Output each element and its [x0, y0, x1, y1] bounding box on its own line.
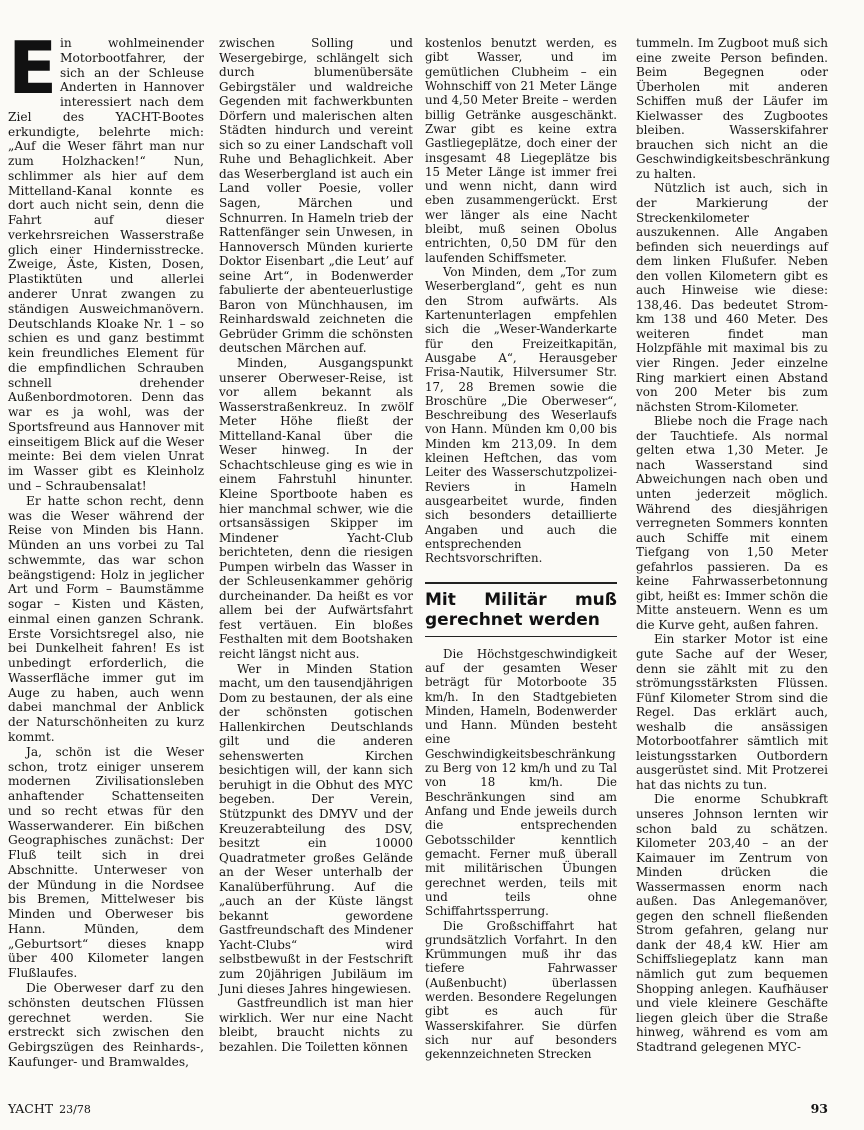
paragraph: Von Minden, dem „Tor zum Weserbergland“, geht es nun den Strom aufwärts. Als Kartenunterlagen empfehlen sich die „Weser-Wanderkarte für den Freizeitkapitän, Ausgabe A“, Herausgeber Frisa-Nautik, Hilversumer Str. 17, 28 Bremen sowie die Broschüre „Die Oberweser“, Beschreibung des Weserlaufs von Hann. Münden km 0,00 bis Minden km 213,09. In dem kleinen Heftchen, das vom Leiter des Wasserschutzpolizei-Reviers in Hameln ausgearbeitet wurde, finden sich besonders detaillierte Angaben und auch die entsprechenden Rechtsvorschriften. — [425, 265, 617, 566]
paragraph: zwischen Solling und Wesergebirge, schlängelt sich durch blumenübersäte Gebirgstäler und waldreiche Gegenden mit fachwerkbunten Dörfern und malerischen alten Städten hindurch und vereint sich so zu einer Landschaft voll Ruhe und Behaglichkeit. Aber das Weserbergland ist auch ein Land voller Poesie, voller Sagen, Märchen und Schnurren. In Hameln trieb der Rattenfänger sein Unwesen, in Hannoversch Münden kurierte Doktor Eisenbart „die Leut’ auf seine Art“, in Bodenwerder fabulierte der abenteuerlustige Baron von Münchhausen, im Reinhardswald zeichneten die Gebrüder Grimm die schönsten deutschen Märchen auf. — [219, 36, 413, 356]
article-column-1 — [8, 26, 204, 1070]
subheading: Mit Militär muß gerechnet werden — [425, 590, 617, 637]
article-column-3 — [425, 36, 617, 1062]
paragraph: Bliebe noch die Frage nach der Tauchtiefe. Als normal gelten etwa 1,30 Meter. Je nach Wasserstand sind Abweichungen nach oben und unten jederzeit möglich. Während des diesjährigen verregneten Sommers konnten auch Schiffe mit einem Tiefgang von 1,50 Meter gefahrlos passieren. Da es keine Fahrwasserbetonnung gibt, heißt es: Immer schön die Mitte ansteuern. Wenn es um die Kurve geht, außen fahren. — [636, 414, 828, 632]
page-number: 93 — [810, 1101, 828, 1116]
paragraph: Ja, schön ist die Weser schon, trotz einiger unserem modernen Zivilisationsleben anhaftender Schattenseiten und so recht etwas für den Wasserwanderer. Ein bißchen Geographisches zunächst: Der Fluß teilt sich in drei Abschnitte. Unterweser von der Mündung in die Nordsee bis Bremen, Mittelweser bis Minden und Oberweser bis Hann. Münden, dem „Geburtsort“ dieses knapp über 400 Kilometer langen Flußlaufes. — [8, 744, 204, 981]
article-column-2 — [219, 36, 413, 1054]
paragraph: Die enorme Schubkraft unseres Johnson lernten wir schon bald zu schätzen. Kilometer 203,40 – an der Kaimauer im Zentrum von Minden drücken die Wassermassen enorm nach außen. Das Anlegemanöver, gegen den schnell fließenden Strom gefahren, gelang nur dank der 48,4 kW. Hier am Schiffsliegeplatz kann man nämlich gut zum bequemen Shopping anlegen. Kaufhäuser und viele kleinere Geschäfte liegen gleich über die Straße hinweg, während es vom am Stadtrand gelegenen MYC- — [636, 792, 828, 1054]
paragraph: Er hatte schon recht, denn was die Weser während der Reise von Minden bis Hann. Münden an uns vorbei zu Tal schwemmte, das war schon beängstigend: Holz in jeglicher Art und Form – Baumstämme sogar – Kisten und Kästen, einmal einen ganzen Schrank. Erste Vorsichtsregel also, nie bei Dunkelheit fahren! Es ist unbedingt erforderlich, die Wasserfläche immer gut im Auge zu haben, auch wenn dabei manchmal der Anblick der Naturschönheiten zu kurz kommt. — [8, 493, 204, 744]
paragraph: Minden, Ausgangspunkt unserer Oberweser-Reise, ist vor allem bekannt als Wasserstraßenkreuz. In zwölf Meter Höhe fließt der Mittelland-Kanal über die Weser hinweg. In der Schachtschleuse ging es wie in einem Fahrstuhl hinunter. Kleine Sportboote haben es hier manchmal schwer, wie die ortsansässigen Skipper im Mindener Yacht-Club berichteten, denn die riesigen Pumpen wirbeln das Wasser in der Schleusenkammer gehörig durcheinander. Da heißt es vor allem bei der Aufwärtsfahrt fest vertäuen. Ein bloßes Festhalten mit dem Bootshaken reicht längst nicht aus. — [219, 356, 413, 661]
footer-magazine — [8, 1101, 91, 1116]
paragraph: Die Oberweser darf zu den schönsten deutschen Flüssen gerechnet werden. Sie erstreckt sich zwischen den Gebirgszügen des Reinhards-, Kaufunger- und Bramwaldes, — [8, 981, 204, 1069]
paragraph: Nützlich ist auch, sich in der Markierung der Streckenkilometer auszukennen. Alle Angaben befinden sich neuerdings auf dem linken Flußufer. Neben den vollen Kilometern gibt es auch Hinweise wie diese: 138,46. Das bedeutet Strom-km 138 und 460 Meter. Des weiteren findet man Holzpfähle mit maximal bis zu vier Ringen. Jeder einzelne Ring markiert einen Abstand von 200 Meter bis zum nächsten Strom-Kilometer. — [636, 181, 828, 414]
paragraph: Gastfreundlich ist man hier wirklich. Wer nur eine Nacht bleibt, braucht nichts zu bezahlen. Die Toiletten können — [219, 996, 413, 1054]
drop-cap: E — [8, 26, 58, 110]
magazine-name: YACHT — [8, 1101, 54, 1116]
subheading-box — [425, 582, 617, 637]
paragraph: kostenlos benutzt werden, es gibt Wasser, und im gemütlichen Clubheim – ein Wohnschiff von 21 Meter Länge und 4,50 Meter Breite – werden billig Getränke ausgeschänkt. Zwar gibt es keine extra Gastliegeplätze, doch einer der insgesamt 48 Liegeplätze bis 15 Meter Länge ist immer frei und wenn nicht, dann wird eben zusammengerückt. Erst wer länger als eine Nacht bleibt, muß seinen Obolus entrichten, 0,50 DM für den laufenden Schiffsmeter. — [425, 36, 617, 265]
paragraph: tummeln. Im Zugboot muß sich eine zweite Person befinden. Beim Begegnen oder Überholen mit anderen Schiffen muß der Läufer im Kielwasser des Zugbootes bleiben. Wasserskifahrer brauchen sich nicht an die Geschwindigkeitsbeschränkung zu halten. — [636, 36, 830, 181]
paragraph: in wohlmeinender Motorbootfahrer, der sich an der Schleuse Anderten in Hannover interessiert nach dem Ziel des YACHT-Bootes erkundigte, belehrte mich: „Auf die Weser fährt man nur zum Holzhacken!“ Nun, schlimmer als hier auf dem Mittelland-Kanal konnte es dort auch nicht sein, denn die Fahrt auf dieser verkehrsreichen Wasserstraße glich einer Hindernisstrecke. Zweige, Äste, Kisten, Dosen, Plastiktüten und allerlei anderer Unrat zwangen zu ständigen Ausweichmanövern. Deutschlands Kloake Nr. 1 – so schien es und ganz bestimmt kein freundliches Element für die empfindlichen Schrauben schnell drehender Außenbordmotoren. Denn das war es ja wohl, was der Sportsfreund aus Hannover mit einseitigem Blick auf die Weser meinte: Bei dem vielen Unrat im Wasser gibt es Kleinholz und – Schraubensalat! — [8, 36, 204, 493]
paragraph: Wer in Minden Station macht, um den tausendjährigen Dom zu bestaunen, der als eine der schönsten gotischen Hallenkirchen Deutschlands gilt und die anderen sehenswerten Kirchen besichtigen will, der kann sich beruhigt in die Obhut des MYC begeben. Der Verein, Stützpunkt des DMYV und der Kreuzerabteilung des DSV, besitzt ein 10000 Quadratmeter großes Gelände an der Weser unterhalb der Kanalüberführung. Auf die „auch an der Küste längst bekannt gewordene Gastfreundschaft des Mindener Yacht-Clubs“ wird selbstbewußt in der Festschrift zum 20jährigen Jubiläum im Juni dieses Jahres hingewiesen. — [219, 661, 413, 996]
paragraph: Die Großschiffahrt hat grundsätzlich Vorfahrt. In den Krümmungen muß ihr das tiefere Fahrwasser (Außenbucht) überlassen werden. Besondere Regelungen gibt es auch für Wasserskifahrer. Sie dürfen sich nur auf besonders gekennzeichneten Strecken — [425, 918, 617, 1062]
issue-number: 23/78 — [59, 1103, 91, 1116]
article-column-4 — [636, 36, 828, 1054]
paragraph: Die Höchstgeschwindigkeit auf der gesamten Weser beträgt für Motorboote 35 km/h. In den Stadtgebieten Minden, Hameln, Bodenwerder und Hann. Münden besteht eine Geschwindigkeitsbeschränkung zu Berg von 12 km/h und zu Tal von 18 km/h. Die Beschränkungen sind am Anfang und Ende jeweils durch die entsprechenden Gebotsschilder kenntlich gemacht. Ferner muß überall mit militärischen Übungen gerechnet werden, teils mit und teils ohne Schiffahrtssperrung. — [425, 646, 617, 919]
paragraph: Ein starker Motor ist eine gute Sache auf der Weser, denn sie zählt mit zu den strömungsstärksten Flüssen. Fünf Kilometer Strom sind die Regel. Das erklärt auch, weshalb die ansässigen Motorbootfahrer sämtlich mit leistungsstarken Outbordern ausgerüstet sind. Mit Protzerei hat das nichts zu tun. — [636, 632, 828, 792]
